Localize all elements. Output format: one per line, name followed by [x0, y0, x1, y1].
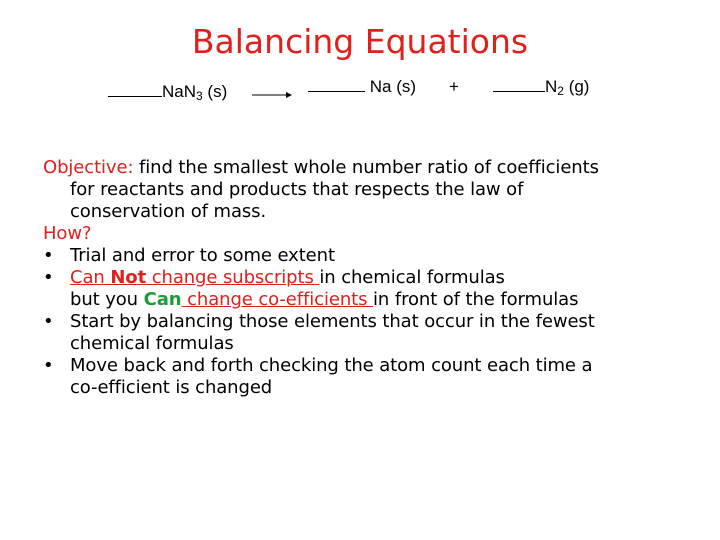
list-item: • Can Not change subscripts in chemical formulas: [43, 267, 505, 288]
bullet-icon: •: [43, 267, 54, 288]
list-item: • Start by balancing those elements that occur in the fewest: [43, 311, 595, 332]
reactant-sodium-azide: NaN3 (s): [108, 82, 227, 102]
objective-line-2: for reactants and products that respects the law of: [70, 179, 524, 200]
reaction-arrow-icon: [252, 91, 292, 99]
objective-line: Objective: find the smallest whole number ratio of coefficients: [43, 157, 599, 178]
slide-title: Balancing Equations: [191, 22, 529, 61]
bullet-icon: •: [43, 311, 54, 332]
list-item-continuation: co-efficient is changed: [70, 377, 273, 398]
bullet-icon: •: [43, 245, 54, 266]
product-nitrogen: N2 (g): [493, 77, 589, 97]
chemical-equation: [0, 74, 720, 114]
how-label: How?: [43, 223, 92, 244]
list-item-continuation: chemical formulas: [70, 333, 234, 354]
slide-body: [43, 157, 683, 399]
list-item: • Move back and forth checking the atom count each time a: [43, 355, 593, 376]
product-sodium: Na (s): [308, 77, 416, 97]
objective-label: Objective:: [43, 157, 134, 178]
bullet-icon: •: [43, 355, 54, 376]
coefficient-blank: [108, 95, 162, 97]
objective-line-3: conservation of mass.: [70, 201, 267, 222]
list-item-continuation: but you Can change co-efficients in front of the formulas: [70, 289, 579, 310]
plus-sign: +: [449, 77, 459, 96]
list-item: • Trial and error to some extent: [43, 245, 335, 266]
coefficient-blank: [493, 90, 545, 92]
coefficient-blank: [308, 90, 365, 92]
